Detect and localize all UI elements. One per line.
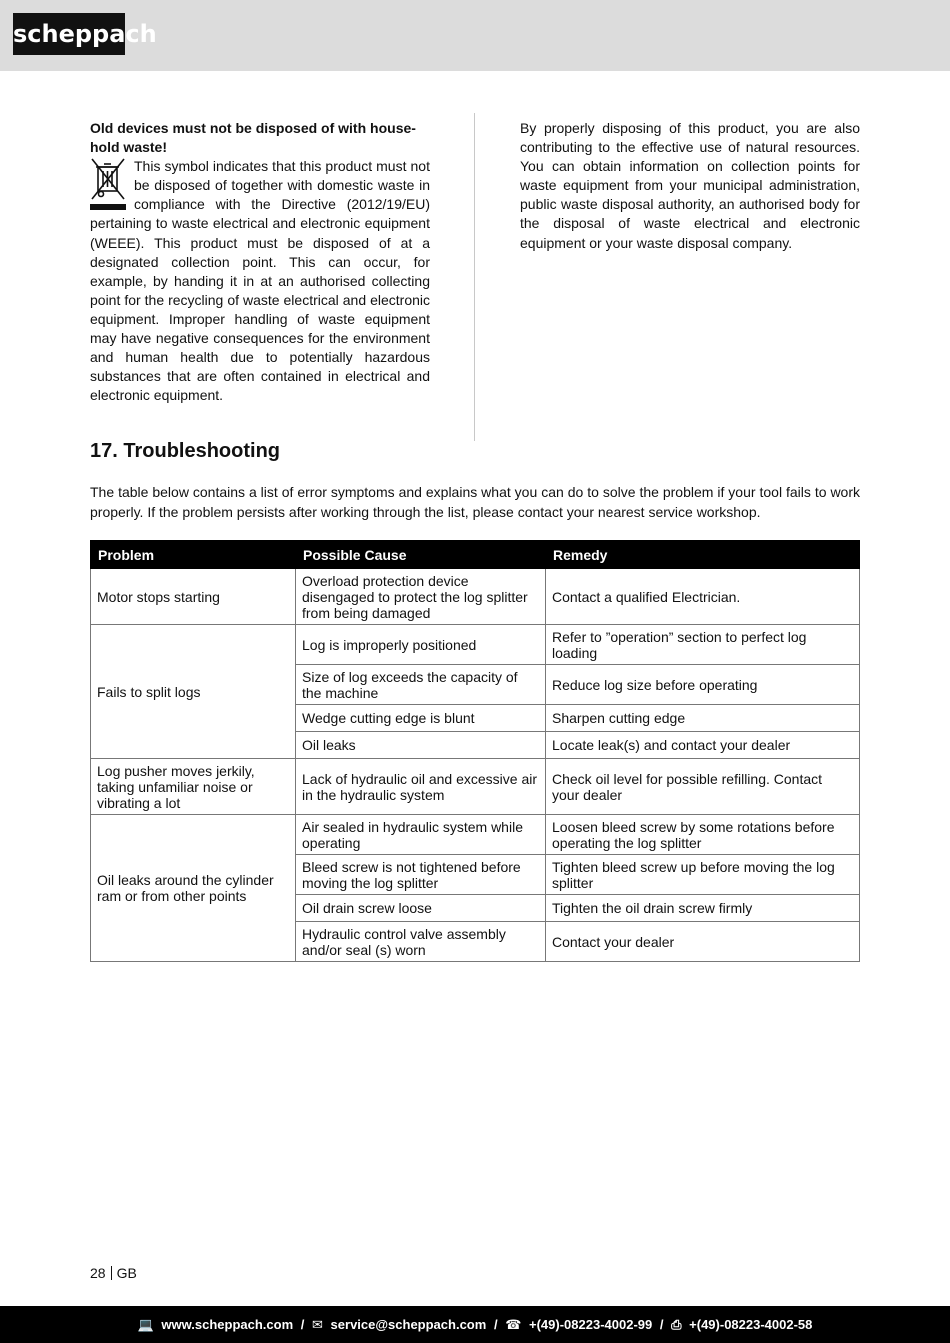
cause-cell: Bleed screw is not tightened before moving the log splitter [296,855,546,895]
troubleshooting-table [90,540,860,962]
remedy-cell: Tighten bleed screw up before moving the log splitter [546,855,860,895]
troubleshooting-intro: The table below contains a list of error symptoms and explains what you can do to solve the problem if your tool fails to work properly. If the problem persists after working through the list, please contact your nearest service workshop. [90,484,860,520]
fax-icon: ⎙ [671,1317,682,1332]
cause-cell: Oil drain screw loose [296,895,546,922]
disposal-right-text: By properly disposing of this product, you are also contributing to the effective use of natural resources. You can obtain information on collection points for waste equipment from your municipal administration, public waste disposal authority, an authorised body for the disposal of waste electrical and electronic equipment or your waste disposal company. [520,120,860,251]
problem-cell: Fails to split logs [91,625,296,759]
cause-cell: Air sealed in hydraulic system while operating [296,815,546,855]
cause-cell: Lack of hydraulic oil and excessive air in the hydraulic system [296,759,546,815]
page-language: GB [116,1265,137,1281]
crossed-out-bin-icon [90,157,126,213]
problem-cell: Oil leaks around the cylinder ram or from other points [91,815,296,962]
footer-bar [0,1306,950,1343]
table-header-row [91,541,860,569]
footer-email-link[interactable]: service@scheppach.com [330,1317,487,1332]
column-divider [474,113,475,441]
cause-cell: Log is improperly positioned [296,625,546,665]
header-possible-cause: Possible Cause [296,541,546,569]
remedy-cell: Check oil level for possible refilling. Contact your dealer [546,759,860,815]
page-number [90,1265,137,1281]
remedy-cell: Sharpen cutting edge [546,705,860,732]
footer-separator: / [493,1317,498,1332]
remedy-cell: Contact your dealer [546,922,860,962]
cause-cell: Wedge cutting edge is blunt [296,705,546,732]
cause-cell: Hydraulic control valve assembly and/or seal (s) worn [296,922,546,962]
disposal-left-text: This symbol indicates that this product must not be disposed of together with domestic waste in compliance with the Directive (2012/19/EU) pertaining to waste electrical and electronic equipment (WEEE). This product must be disposed of at a designated collection point. This can occur, for example, by handing it in at an authorised collecting point for the recycling of waste electrical and electronic equipment. Improper handling of waste equipment may have negative consequences for the environment and human health due to potentially hazardous substances that are often contained in electrical and electronic equipment. [90,158,430,404]
disposal-left-column [90,119,430,405]
header-band [0,0,950,71]
header-remedy: Remedy [546,541,860,569]
disposal-heading: Old devices must not be disposed of with house-hold waste! [90,120,416,156]
problem-cell: Motor stops starting [91,569,296,625]
envelope-icon: ✉ [312,1317,323,1332]
page-number-value: 28 [90,1265,106,1281]
table-row [91,759,860,815]
footer-separator: / [300,1317,305,1332]
disposal-right-column [520,119,860,253]
header-problem: Problem [91,541,296,569]
scheppach-logo: scheppach [13,13,125,55]
remedy-cell: Tighten the oil drain screw firmly [546,895,860,922]
table-row [91,625,860,665]
remedy-cell: Locate leak(s) and contact your dealer [546,732,860,759]
footer-website-link[interactable]: www.scheppach.com [161,1317,294,1332]
computer-icon: 💻 [137,1317,154,1332]
table-row [91,815,860,855]
page-number-divider [111,1266,112,1280]
remedy-cell: Loosen bleed screw by some rotations before operating the log splitter [546,815,860,855]
footer-fax: +(49)-08223-4002-58 [689,1317,813,1332]
section-title: 17. Troubleshooting [90,440,281,462]
remedy-cell: Contact a qualified Electrician. [546,569,860,625]
cause-cell: Oil leaks [296,732,546,759]
footer-separator: / [659,1317,664,1332]
remedy-cell: Reduce log size before operating [546,665,860,705]
remedy-cell: Refer to ”operation” section to perfect log loading [546,625,860,665]
telephone-icon: ☎ [505,1317,522,1332]
cause-cell: Size of log exceeds the capacity of the machine [296,665,546,705]
footer-phone: +(49)-08223-4002-99 [529,1317,653,1332]
problem-cell: Log pusher moves jerkily, taking unfamiliar noise or vibrating a lot [91,759,296,815]
table-row [91,569,860,625]
cause-cell: Overload protection device disengaged to protect the log splitter from being damaged [296,569,546,625]
